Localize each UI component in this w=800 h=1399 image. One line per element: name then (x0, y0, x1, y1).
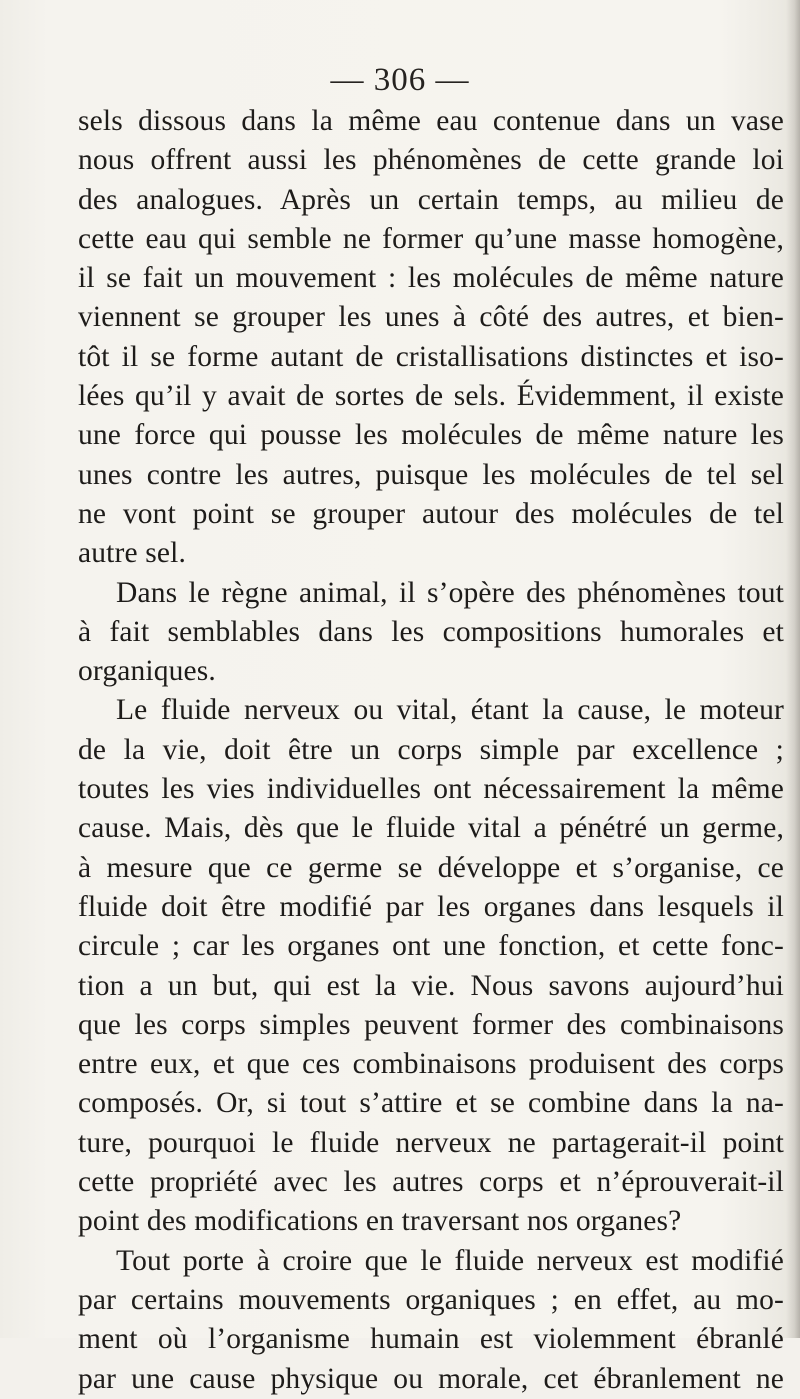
text-line: lées qu’il y avait de sortes de sels. Évidemment, il existe (78, 380, 784, 413)
text-line: organiques. (78, 655, 216, 688)
text-line: ne vont point se grouper autour des molécules de tel (78, 497, 784, 530)
body-text (78, 102, 784, 1399)
text-line: nous offrent aussi les phénomènes de cette grande loi (78, 144, 784, 177)
page-number-header: — 306 — (330, 62, 470, 98)
text-line: entre eux, et que ces combinaisons produisent des corps (78, 1048, 784, 1081)
text-line: des analogues. Après un certain temps, au milieu de (78, 183, 784, 216)
text-line: fluide doit être modifié par les organes dans lesquels il (78, 890, 784, 923)
text-line: toutes les vies individuelles ont nécessairement la même (78, 773, 784, 806)
text-line: circule ; car les organes ont une fonction, et cette fonc- (78, 930, 784, 963)
text-line: composés. Or, si tout s’attire et se combine dans la na- (78, 1087, 784, 1120)
text-line: par certains mouvements organiques ; en effet, au mo- (78, 1283, 784, 1316)
text-line: sels dissous dans la même eau contenue dans un vase (78, 105, 784, 137)
text-line: tion a un but, qui est la vie. Nous savons aujourd’hui (78, 969, 784, 1002)
text-line: à mesure que ce germe se développe et s’organise, ce (78, 851, 784, 884)
text-line: de la vie, doit être un corps simple par excellence ; (78, 733, 784, 766)
text-line: viennent se grouper les unes à côté des autres, et bien- (78, 301, 784, 334)
text-line: à fait semblables dans les compositions humorales et (78, 615, 784, 648)
text-line: cause. Mais, dès que le fluide vital a pénétré un germe, (78, 812, 784, 845)
text-line: ture, pourquoi le fluide nerveux ne partagerait-il point (78, 1126, 784, 1159)
text-line: cette propriété avec les autres corps et n’éprouverait-il (78, 1166, 784, 1199)
text-line: Le fluide nerveux ou vital, étant la cause, le moteur (116, 694, 784, 727)
text-line: que les corps simples peuvent former des combinaisons (78, 1008, 784, 1041)
text-line: Dans le règne animal, il s’opère des phénomènes tout (116, 576, 784, 609)
text-line: cette eau qui semble ne former qu’une masse homogène, (78, 222, 784, 255)
text-line: tôt il se forme autant de cristallisations distinctes et iso- (78, 340, 784, 373)
text-line: il se fait un mouvement : les molécules de même nature (78, 262, 784, 295)
text-line: ment où l’organisme humain est violemment ébranlé (78, 1323, 784, 1356)
text-line: point des modifications en traversant nos organes? (78, 1205, 682, 1238)
page-edge-shadow (786, 0, 800, 1338)
text-line: Tout porte à croire que le fluide nerveux est modifié (116, 1244, 784, 1277)
text-line: par une cause physique ou morale, cet ébranlement ne (78, 1362, 784, 1395)
text-line: une force qui pousse les molécules de même nature les (78, 419, 784, 452)
text-line: unes contre les autres, puisque les molécules de tel sel (78, 458, 784, 491)
text-line: autre sel. (78, 537, 186, 570)
